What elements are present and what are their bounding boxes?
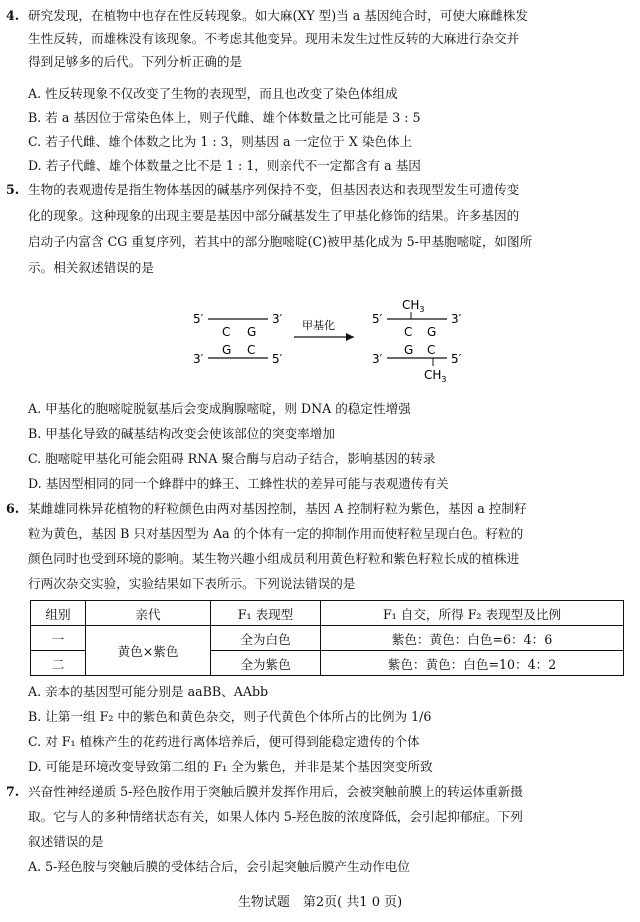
results-table (30, 600, 624, 676)
table-cell: 一 (31, 626, 86, 651)
right-bottom-base-1: G (404, 343, 414, 357)
q6-option-a: A. 亲本的基因型可能分别是 aaBB、AAbb (28, 684, 269, 699)
table-cell: 紫色：黄色：白色=6：4：6 (321, 626, 624, 651)
q7-stem-line-2: 取。它与人的多种情绪状态有关，如果人体内 5-羟色胺的浓度降低，会引起抑郁症。下列 (28, 809, 523, 824)
left-top-5-label: 5′ (193, 312, 204, 326)
table-cell: 二 (31, 651, 86, 676)
right-bottom-methyl: $CH_3$ (424, 368, 447, 384)
q5-option-d: D. 基因型相同的同一个蜂群中的蜂王、工蜂性状的差异可能与表观遗传有关 (28, 476, 449, 491)
q4-option-b: B. 若 a 基因位于常染色体上，则子代雌、雄个体数量之比可能是 3 : 5 (28, 110, 421, 125)
right-top-3-label: 3′ (451, 312, 462, 326)
q5-stem-line-3: 启动子内富含 CG 重复序列，若其中的部分胞嘧啶(C)被甲基化成为 5-甲基胞嘧啶，如图所 (28, 234, 533, 249)
q6-stem-line-4: 行两次杂交实验，实验结果如下表所示。下列说法错误的是 (28, 576, 356, 591)
q4-option-a: A. 性反转现象不仅改变了生物的表现型，而且也改变了染色体组成 (28, 86, 398, 101)
q6-option-c: C. 对 F₁ 植株产生的花药进行离体培养后，便可得到能稳定遗传的个体 (28, 734, 420, 749)
right-top-base-1: C (404, 325, 413, 339)
q6-number: 6. (6, 501, 20, 516)
left-bottom-5-label: 5′ (272, 352, 283, 366)
table-header-cell: F₁ 自交，所得 F₂ 表现型及比例 (321, 601, 624, 626)
q4-stem-line-1: 研究发现，在植物中也存在性反转现象。如大麻(XY 型)当 a 基因纯合时，可使大麻雌株发 (28, 8, 528, 23)
left-bottom-base-2: C (247, 343, 256, 357)
table-cell: 紫色：黄色：白色=10：4：2 (321, 651, 624, 676)
right-top-5-label: 5′ (372, 312, 383, 326)
right-top-methyl: $CH_3$ (402, 298, 425, 314)
q7-stem-line-3: 叙述错误的是 (28, 834, 104, 849)
q4-stem-line-3: 得到足够多的后代。下列分析正确的是 (28, 54, 243, 69)
q7-stem-line-1: 兴奋性神经递质 5-羟色胺作用于突触后膜并发挥作用后，会被突触前膜上的转运体重新摄 (28, 784, 523, 799)
table-header-cell: 亲代 (86, 601, 211, 626)
table-cell-parents: 黄色×紫色 (86, 626, 211, 676)
right-top-base-2: G (427, 325, 437, 339)
q5-option-b: B. 甲基化导致的碱基结构改变会使该部位的突变率增加 (28, 426, 335, 441)
q6-stem-line-1: 某雌雄同株异花植物的籽粒颜色由两对基因控制，基因 A 控制籽粒为紫色，基因 a 控制籽 (28, 501, 527, 516)
q4-option-c: C. 若子代雌、雄个体数之比为 1 : 3，则基因 a 一定位于 X 染色体上 (28, 134, 413, 149)
left-top-base-1: C (222, 325, 231, 339)
left-bottom-base-1: G (222, 343, 232, 357)
q5-option-a: A. 甲基化的胞嘧啶脱氨基后会变成胸腺嘧啶，则 DNA 的稳定性增强 (28, 401, 411, 416)
table-cell: 全为紫色 (211, 651, 321, 676)
table-header-cell: F₁ 表现型 (211, 601, 321, 626)
q6-stem-line-3: 颜色同时也受到环境的影响。某生物兴趣小组成员利用黄色籽粒和紫色籽粒长成的植株进 (28, 551, 520, 566)
table-cell: 全为白色 (211, 626, 321, 651)
left-bottom-3-label: 3′ (193, 352, 204, 366)
q4-stem-line-2: 生性反转，而雄株没有该现象。不考虑其他变异。现用未发生过性反转的大麻进行杂交并 (28, 31, 520, 46)
right-bottom-base-2: C (427, 343, 436, 357)
arrow-label: 甲基化 (302, 319, 335, 332)
q7-option-a: A. 5-羟色胺与突触后膜的受体结合后，会引起突触后膜产生动作电位 (28, 859, 410, 874)
q5-stem-line-1: 生物的表观遗传是指生物体基因的碱基序列保持不变，但基因表达和表现型发生可遗传变 (28, 182, 520, 197)
q5-number: 5. (6, 182, 20, 197)
q6-stem-line-2: 粒为黄色，基因 B 只对基因型为 Aa 的个体有一定的抑制作用而使籽粒呈现白色。籽粒的 (28, 526, 524, 541)
methylation-diagram (0, 285, 640, 395)
q5-option-c: C. 胞嘧啶甲基化可能会阻碍 RNA 聚合酶与启动子结合，影响基因的转录 (28, 451, 436, 466)
q6-option-d: D. 可能是环境改变导致第二组的 F₁ 全为紫色，并非是某个基因突变所致 (28, 759, 433, 774)
table-row (31, 626, 624, 651)
q7-number: 7. (6, 784, 20, 799)
q5-stem-line-4: 示。相关叙述错误的是 (28, 260, 154, 275)
right-bottom-5-label: 5′ (451, 352, 462, 366)
arrow-head-icon (346, 333, 354, 341)
q5-stem-line-2: 化的现象。这种现象的出现主要是基因中部分碱基发生了甲基化修饰的结果。许多基因的 (28, 208, 520, 223)
left-top-3-label: 3′ (272, 312, 283, 326)
q4-number: 4. (6, 8, 20, 23)
table-header-cell: 组别 (31, 601, 86, 626)
q4-option-d: D. 若子代雌、雄个体数量之比不是 1 : 1，则亲代不一定都含有 a 基因 (28, 158, 421, 173)
right-bottom-3-label: 3′ (372, 352, 383, 366)
table-header-row (31, 601, 624, 626)
page-footer: 生物试题 第2页( 共1 0 页) (237, 895, 403, 910)
left-top-base-2: G (247, 325, 257, 339)
q6-option-b: B. 让第一组 F₂ 中的紫色和黄色杂交，则子代黄色个体所占的比例为 1/6 (28, 709, 432, 724)
